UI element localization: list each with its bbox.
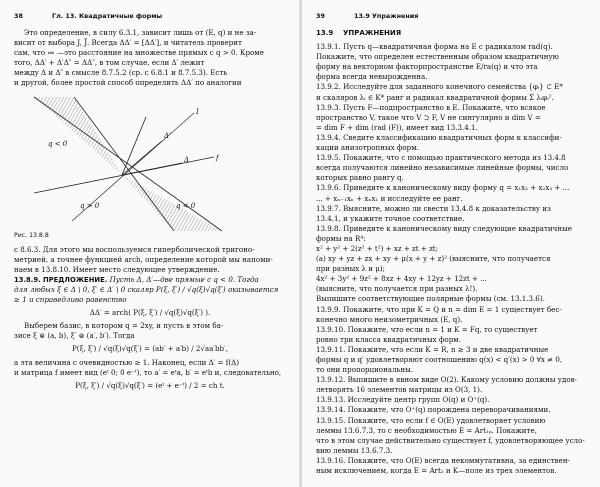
exercise-line: ... + xₙ₋₁xₙ + xₙx₁ и исследуйте ее ранг. (316, 193, 463, 203)
running-title: 13.9 Упражнения (354, 12, 419, 20)
page-number: 39 (316, 12, 325, 20)
left-page-header (14, 10, 286, 22)
exercise-line: формы q и q′ удовлетворяют соотношению q(x) < q′(x) > 0 ∀x ≠ 0, (316, 355, 563, 364)
label-q-negative-upper: q < 0 (48, 139, 68, 148)
line-delta-prime (122, 141, 162, 175)
section-number: 13.9 (316, 29, 334, 37)
proposition-word: ПРЕДЛОЖЕНИЕ. (42, 275, 108, 284)
text-line (14, 285, 286, 295)
exercise-line: 13.9.16. Покажите, что O(E) всегда некоммутативна, за единствен- (316, 455, 570, 465)
exercise-line: 13.9.6. Приведите к каноническому виду форму q = x₁x₂ + x₂x₃ + ... (316, 183, 570, 193)
exercise-line: формы на R⁴: (316, 233, 366, 243)
right-page-header (316, 10, 588, 22)
text-line: с 8.6.3. Для этого мы воспользуемся гиперболической тригоно- (14, 244, 255, 254)
exercise-line: Выпишите соответствующие полярные формы (см. 13.1.3.6). (316, 294, 545, 304)
exercise-line: 13.9.7. Выясните, можно ли свести 13.4.8 к доказательству из (316, 203, 551, 213)
exercise-line: 13.9.4. Сведите классификацию квадратичных форм к классифи- (316, 132, 562, 142)
region-q-negative-lower (122, 175, 222, 231)
right-page (316, 10, 588, 480)
exercise-line: леммы 13.6.7.3, то с необходимостью E = Art₁ₚ. Покажите, (316, 425, 537, 435)
exercise-line: 13.4.1, и укажите точное соответствие. (316, 213, 465, 223)
label-delta-prime: Δ′ (164, 131, 171, 140)
exercise-line: Покажите, что определен естественным образом квадратичную (316, 52, 559, 62)
proposition-text: для любых ξ ∈ Δ \ 0, ξ′ ∈ Δ′ \ 0 скаляр P(ξ, ξ′) / √q(ξ)√q(ξ′) оказывается (14, 284, 279, 294)
figure-drawing (14, 93, 286, 243)
exercise-line: кации анизотропных форм. (316, 143, 419, 153)
exercise-line: и скаляров λᵢ ∈ K* ранг и радикал квадратичной формы Σ λᵢφᵢ². (316, 92, 554, 102)
text-line: того, ΔΔ′ + Δ′Δ″ = ΔΔ″, в том случае, если Δ′ лежит (14, 58, 205, 68)
label-q-negative-lower: q < 0 (176, 201, 196, 210)
exercise-line: 4x² + 3y² + 9z² + 8xz + 4xy + 12yz + 12zt + ... (316, 274, 487, 284)
text-line: между Δ и Δ″ в смысле 8.7.5.2 (ср. с 6.8.1 и 8.7.5.3). Есть (14, 68, 228, 78)
exercise-line: летворять 16 элементов матрицы из O(3, 1). (316, 385, 483, 395)
text-line: и другой, более простой способ определить ΔΔ′ по аналогии (14, 78, 242, 88)
exercise-line: которых равно рангу q. (316, 173, 404, 183)
exercise-line: конечно много неизометричных (E, q). (316, 314, 463, 324)
exercise-line: (выясните, что получается при разных λ!). (316, 284, 478, 294)
exercise-line: форму на векторном факторпространстве E/ra(q) и что эта (316, 62, 538, 72)
exercise-line: 13.9.13. Исследуйте центр групп O(q) и O⁺(q). (316, 395, 490, 405)
text-line: наем в 13.8.10. Имеет место следующее утверждение. (14, 264, 220, 274)
page-number: 38 (14, 12, 23, 20)
exercise-line: то они пропорциональны. (316, 365, 414, 375)
label-f: f (216, 153, 219, 162)
formula-ch: P(ξ, ξ′) / √q(ξ)√q(ξ′) = (eᵗ + e⁻ᵗ) / 2 = ch t. (75, 380, 225, 390)
exercise-line: пространство V, такое что V ⊃ F, V не сингулярно и dim V = (316, 112, 541, 122)
text-line: а эта величина с очевидностью ≥ 1. Наконец, если Δ′ = f(Δ) (14, 357, 240, 367)
exercise-line: 13.9.3. Пусть F—подпространство в E. Покажите, что всякое (316, 102, 546, 112)
exercise-line: 13.9.10. Покажите, что если n = 1 и K = Fq, то существует (316, 324, 538, 334)
figure-caption: Рис. 13.8.8 (14, 231, 49, 239)
section-heading (316, 28, 588, 38)
exercise-line: что в этом случае действительно существует f, удовлетворяющее усло- (316, 435, 585, 445)
exercise-line: x² + y² + 2(z² + t²) + xz + zt + zt; (316, 243, 439, 253)
text-line: сам, что ≔ —это расстояние на множестве прямых с q > 0. Кроме (14, 48, 264, 58)
exercise-line: = dim F + dim (rad (F)), имеет вид 13.3.4.1. (316, 122, 478, 132)
exercise-line: вию леммы 13.6.7.3. (316, 445, 393, 455)
exercise-line: форма всегда невырожденна. (316, 72, 428, 82)
section-title: УПРАЖНЕНИЯ (343, 29, 402, 37)
exercise-line: 13.9.11. Покажите, что если K = R, n ≥ 3 и две квадратичные (316, 344, 549, 354)
exercise-line: 13.9.9. Покажите, что при K = Q и n = dim E = 1 существует бес- (316, 304, 562, 314)
text-line: висит от выбора J, J̃. Всегда ΔΔ′ = [ΔΔ′], и читатель проверит (14, 38, 242, 48)
exercise-line: 13.9.15. Покажите, что если f ∈ O(E) удовлетворяет условию (316, 415, 546, 425)
exercise-line: 13.9.5. Покажите, что с помощью практического метода из 13.4.8 (316, 153, 566, 163)
exercise-line: ровно три класса квадратичных форм. (316, 334, 462, 344)
proposition-text: Пусть Δ, Δ′—две прямые с q < 0. Тогда (109, 274, 259, 284)
proposition-line (14, 275, 286, 285)
exercise-line: всегда получаются линейно независимые линейные формы, число (316, 163, 569, 173)
proposition-text: ≥ 1 и справедливо равенство (14, 295, 127, 305)
exercise-line: 13.9.8. Приведите к каноническому виду следующие квадратичные (316, 223, 572, 233)
exercises-list (316, 42, 588, 476)
text-line: Выберем базис, в котором q = 2xy, и пусть в этом ба- (24, 321, 224, 331)
figure-13-8-8 (14, 93, 286, 243)
text-line: Это определение, в силу 6.3.1, зависит лишь от (E, q) и не за- (24, 28, 257, 37)
book-gutter (299, 0, 302, 487)
label-i: I (196, 107, 199, 116)
exercise-line: 13.9.2. Исследуйте для заданного конечного семейства {φᵢ} ⊂ E* (316, 82, 563, 92)
exercise-line: 13.9.1. Пусть q—квадратичная форма на E с радикалом rad(q). (316, 42, 553, 52)
exercise-line: (a) xy + yz + zx + xy + μ(x + y + z)² (выясните, что получается (316, 254, 551, 264)
text-line: и матрица f имеет вид (eᵗ 0; 0 e⁻ᵗ), то a′ = eᵗa, b′ = eᵗb и, следовательно, (14, 367, 282, 377)
text-line (14, 295, 286, 305)
exercise-line: ным исключением, когда E = Art₂ и K—поле из трех элементов. (316, 466, 557, 476)
label-q-positive: q > 0 (80, 201, 100, 210)
text-line: зисе ξ ⊜ (a, b), ξ′ ⊜ (a′, b′). Тогда (14, 331, 135, 341)
formula-basis: P(ξ, ξ′) / √q(ξ)√q(ξ′) = (ab′ + a′b) / 2√aa′bb′, (72, 344, 228, 354)
label-delta: Δ (184, 155, 190, 164)
formula-arch: ΔΔ′ = arch( P(ξ, ξ′) / √q(ξ)√q(ξ′) ). (89, 308, 211, 318)
exercise-line: 13.9.14. Покажите, что O⁺(q) порождена переворачиваниями. (316, 405, 551, 415)
exercise-line: 13.9.12. Выпишите в явном виде O(2). Какому условию должны удов- (316, 375, 577, 385)
running-title: Гл. 13. Квадратичные формы (52, 12, 163, 20)
region-q-negative-upper (34, 97, 122, 175)
exercise-line: при разных λ и μ); (316, 264, 386, 274)
text-line: метрией, а точнее функцией arch, определение которой мы напоми- (14, 254, 273, 264)
proposition-number: 13.8.9. (14, 275, 41, 284)
left-page (14, 10, 286, 480)
